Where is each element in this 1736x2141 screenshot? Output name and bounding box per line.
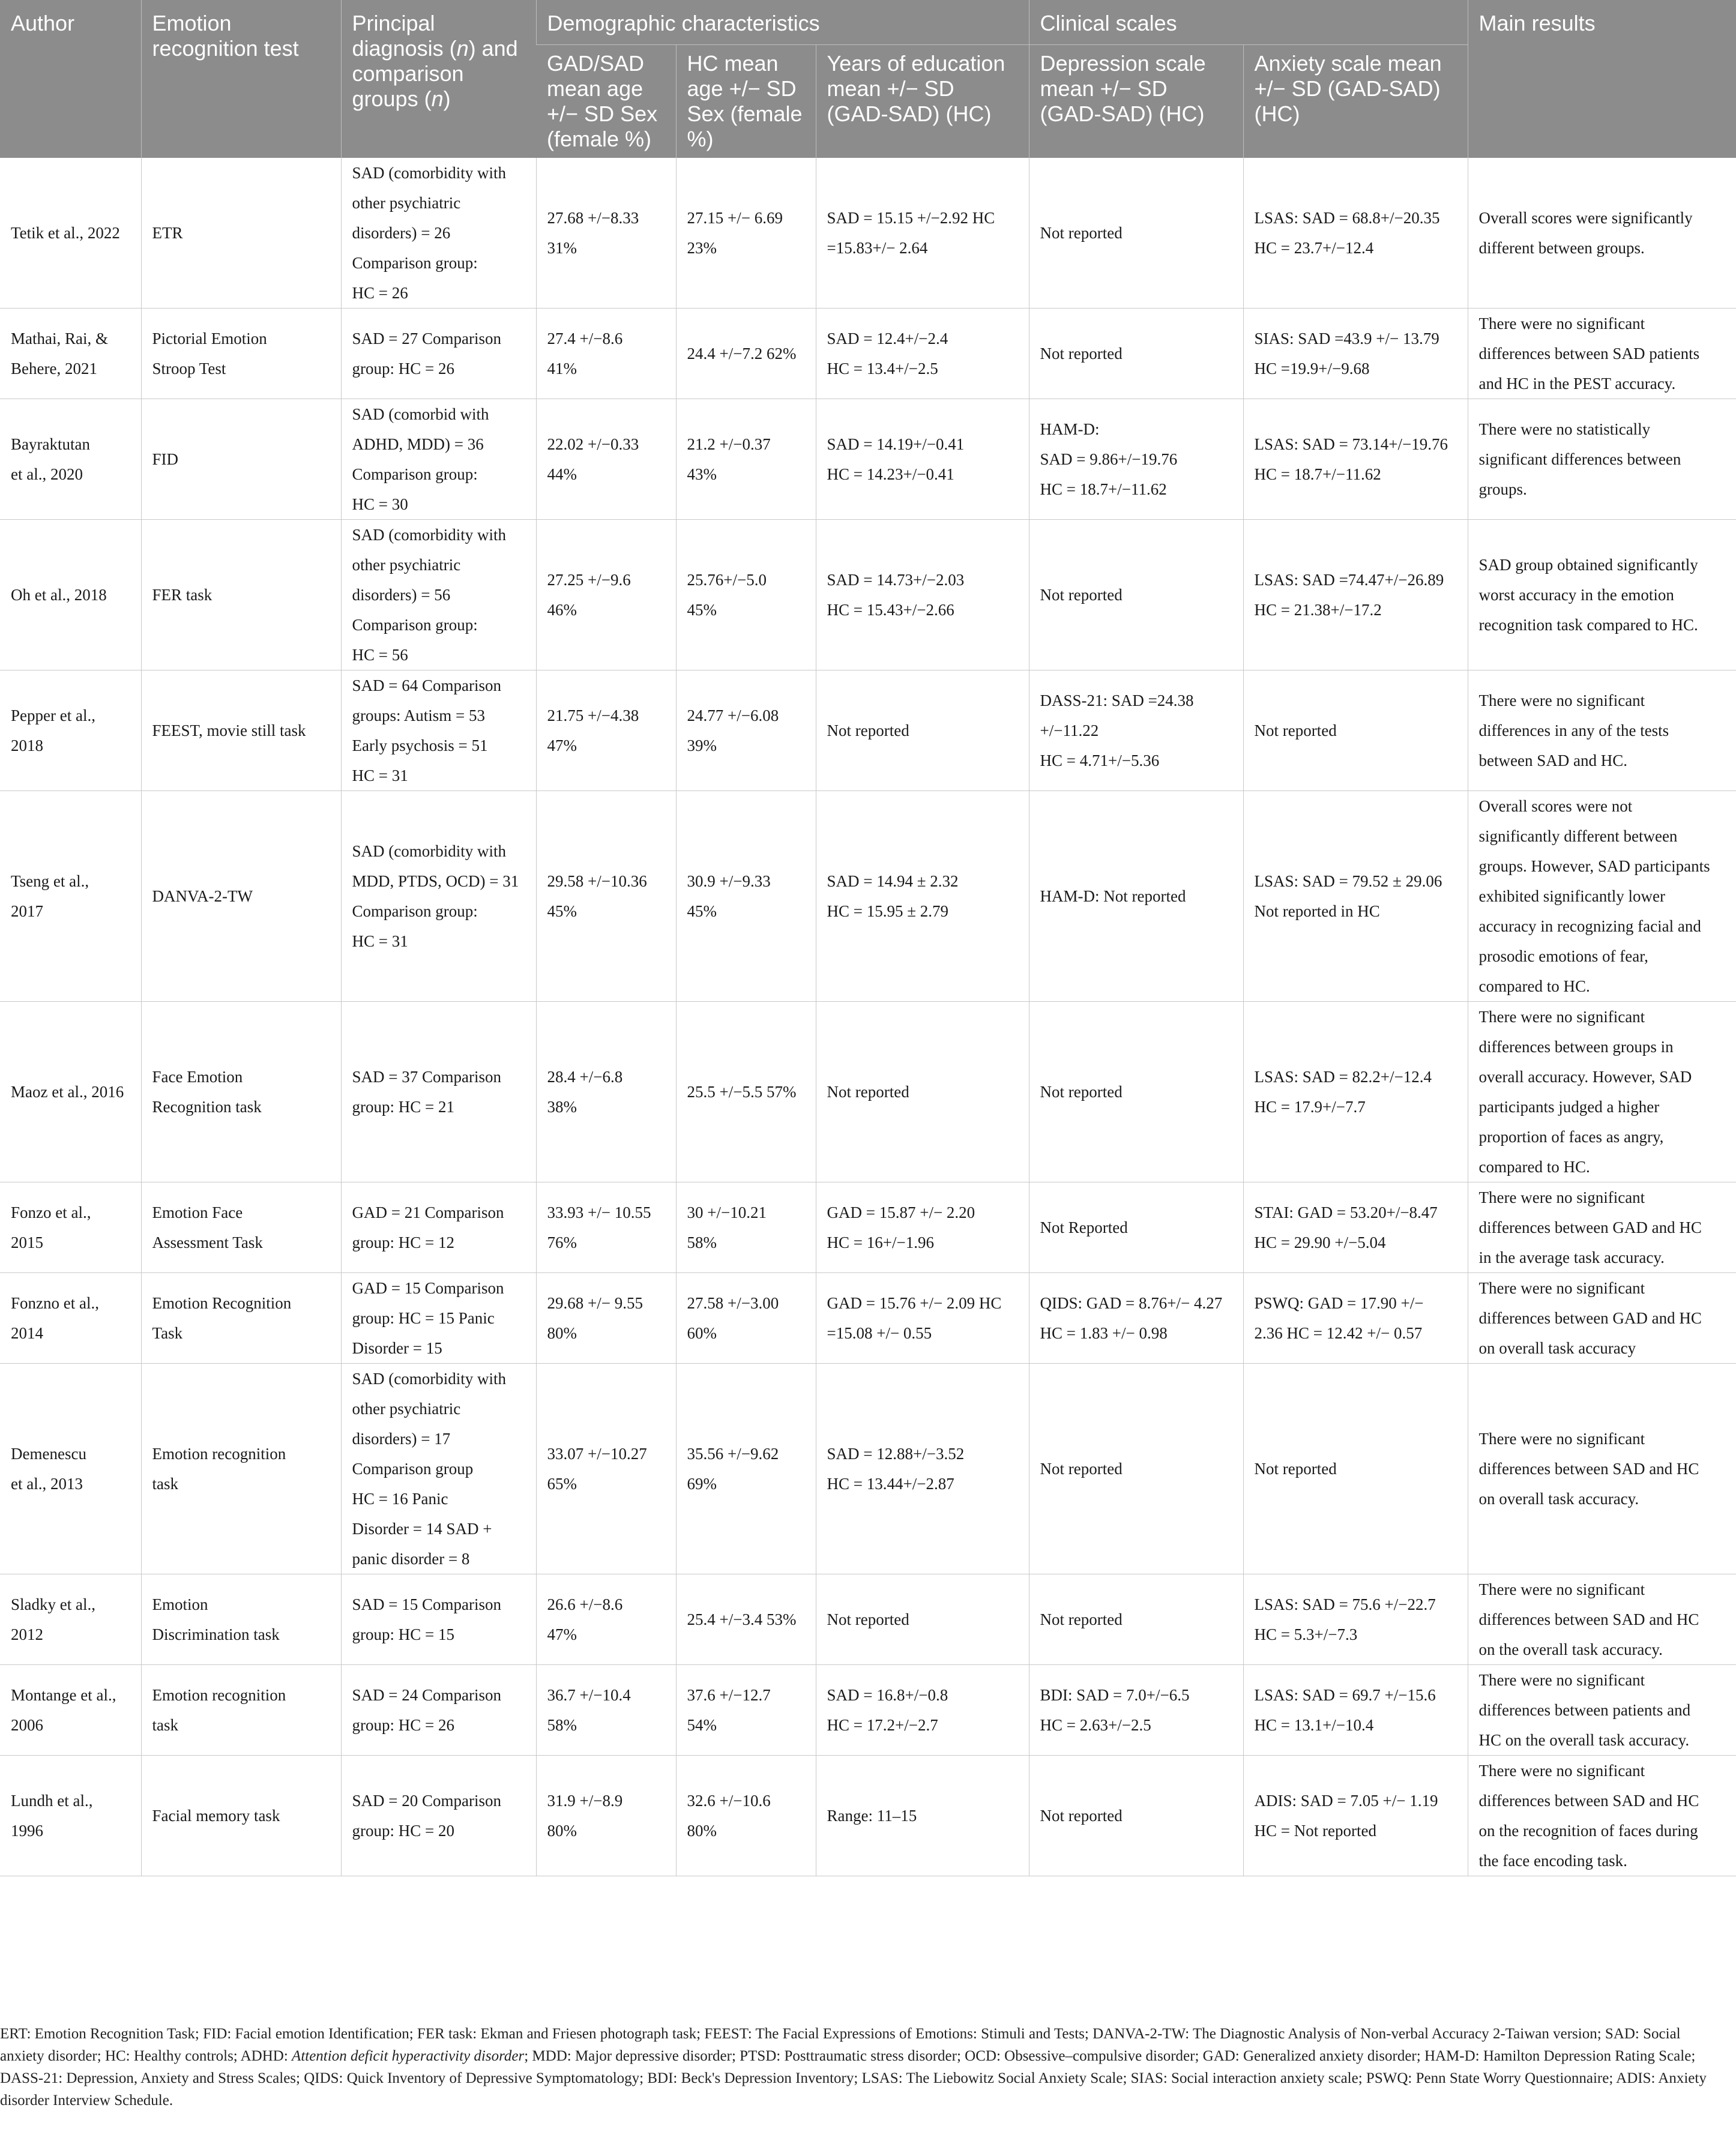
cell-author: Bayraktutan et al., 2020 xyxy=(0,399,141,520)
cell-hc-age: 25.5 +/−5.5 57% xyxy=(676,1002,816,1182)
cell-diagnosis: SAD = 64 Comparison groups: Autism = 53 Early psychosis = 51 HC = 31 xyxy=(341,670,536,791)
cell-hc-age: 32.6 +/−10.6 80% xyxy=(676,1756,816,1876)
cell-anxiety: Not reported xyxy=(1243,670,1468,791)
cell-results: There were no significant differences between SAD and HC on overall task accuracy. xyxy=(1468,1364,1736,1574)
footnote-adhd: Attention deficit hyperactivity disorder xyxy=(292,2048,525,2064)
table-footnote xyxy=(0,2023,1717,2112)
cell-gad-sad-age: 27.25 +/−9.6 46% xyxy=(536,520,676,670)
cell-results: Overall scores were not significantly different between groups. However, SAD participants exhibited significantly lower accuracy in recognizing facial and prosodic emotions of fear, compared to HC. xyxy=(1468,791,1736,1002)
cell-gad-sad-age: 29.68 +/− 9.55 80% xyxy=(536,1273,676,1364)
cell-anxiety: LSAS: SAD =74.47+/−26.89 HC = 21.38+/−17.2 xyxy=(1243,520,1468,670)
header-principal-diagnosis: Principal diagnosis (n) and comparison groups (n) xyxy=(341,0,536,158)
cell-test: FER task xyxy=(141,520,341,670)
cell-depression: QIDS: GAD = 8.76+/− 4.27 HC = 1.83 +/− 0.98 xyxy=(1029,1273,1243,1364)
cell-gad-sad-age: 29.58 +/−10.36 45% xyxy=(536,791,676,1002)
cell-depression: HAM-D: SAD = 9.86+/−19.76 HC = 18.7+/−11.62 xyxy=(1029,399,1243,520)
cell-author: Pepper et al., 2018 xyxy=(0,670,141,791)
cell-author: Tseng et al., 2017 xyxy=(0,791,141,1002)
cell-test: Emotion Discrimination task xyxy=(141,1574,341,1665)
cell-depression: Not reported xyxy=(1029,520,1243,670)
cell-test: FEEST, movie still task xyxy=(141,670,341,791)
table-row xyxy=(0,670,1736,791)
cell-education: Not reported xyxy=(816,1002,1029,1182)
cell-test: Emotion recognition task xyxy=(141,1364,341,1574)
cell-results: There were no significant differences in any of the tests between SAD and HC. xyxy=(1468,670,1736,791)
cell-diagnosis: SAD (comorbid with ADHD, MDD) = 36 Comparison group: HC = 30 xyxy=(341,399,536,520)
cell-depression: Not Reported xyxy=(1029,1182,1243,1273)
cell-education: Not reported xyxy=(816,670,1029,791)
cell-education: SAD = 12.4+/−2.4 HC = 13.4+/−2.5 xyxy=(816,309,1029,399)
cell-anxiety: LSAS: SAD = 69.7 +/−15.6 HC = 13.1+/−10.4 xyxy=(1243,1665,1468,1756)
cell-depression: Not reported xyxy=(1029,309,1243,399)
header-main-results: Main results xyxy=(1468,0,1736,158)
cell-results: There were no significant differences between SAD and HC on the overall task accuracy. xyxy=(1468,1574,1736,1665)
cell-education: SAD = 14.94 ± 2.32 HC = 15.95 ± 2.79 xyxy=(816,791,1029,1002)
cell-author: Tetik et al., 2022 xyxy=(0,158,141,309)
footnote-text: ERT: Emotion Recognition Task; FID: Facial emotion Identification; FER task: Ekman and Friesen photograph task; FEEST: The Facial Expressions of Emotions: Stimuli and Tests; DANVA-2-TW: The Diagnostic Analysis of Non-verbal Accuracy 2-Taiwan version; SAD: Social anxiety disorder; HC: Healthy controls; ADHD: xyxy=(0,2026,1681,2064)
cell-hc-age: 37.6 +/−12.7 54% xyxy=(676,1665,816,1756)
cell-hc-age: 24.77 +/−6.08 39% xyxy=(676,670,816,791)
cell-education: SAD = 15.15 +/−2.92 HC =15.83+/− 2.64 xyxy=(816,158,1029,309)
cell-test: Emotion recognition task xyxy=(141,1665,341,1756)
header-clinical: Clinical scales xyxy=(1029,0,1468,45)
cell-gad-sad-age: 36.7 +/−10.4 58% xyxy=(536,1665,676,1756)
cell-diagnosis: GAD = 15 Comparison group: HC = 15 Panic Disorder = 15 xyxy=(341,1273,536,1364)
cell-diagnosis: SAD (comorbidity with other psychiatric disorders) = 26 Comparison group: HC = 26 xyxy=(341,158,536,309)
cell-author: Demenescu et al., 2013 xyxy=(0,1364,141,1574)
cell-results: There were no significant differences between SAD and HC on the recognition of faces during the face encoding task. xyxy=(1468,1756,1736,1876)
cell-results: SAD group obtained significantly worst accuracy in the emotion recognition task compared to HC. xyxy=(1468,520,1736,670)
cell-education: SAD = 16.8+/−0.8 HC = 17.2+/−2.7 xyxy=(816,1665,1029,1756)
cell-test: DANVA-2-TW xyxy=(141,791,341,1002)
cell-results: There were no statistically significant differences between groups. xyxy=(1468,399,1736,520)
header-anxiety: Anxiety scale mean +/− SD (GAD-SAD) (HC) xyxy=(1243,45,1468,158)
cell-hc-age: 21.2 +/−0.37 43% xyxy=(676,399,816,520)
cell-hc-age: 35.56 +/−9.62 69% xyxy=(676,1364,816,1574)
cell-author: Fonzo et al., 2015 xyxy=(0,1182,141,1273)
table-row xyxy=(0,1574,1736,1665)
cell-diagnosis: SAD = 37 Comparison group: HC = 21 xyxy=(341,1002,536,1182)
cell-anxiety: LSAS: SAD = 73.14+/−19.76 HC = 18.7+/−11.62 xyxy=(1243,399,1468,520)
cell-depression: Not reported xyxy=(1029,1002,1243,1182)
header-hc-age: HC mean age +/− SD Sex (female %) xyxy=(676,45,816,158)
table-row xyxy=(0,791,1736,1002)
cell-anxiety: LSAS: SAD = 68.8+/−20.35 HC = 23.7+/−12.4 xyxy=(1243,158,1468,309)
cell-test: ETR xyxy=(141,158,341,309)
cell-results: Overall scores were significantly different between groups. xyxy=(1468,158,1736,309)
cell-education: Not reported xyxy=(816,1574,1029,1665)
cell-diagnosis: GAD = 21 Comparison group: HC = 12 xyxy=(341,1182,536,1273)
cell-gad-sad-age: 22.02 +/−0.33 44% xyxy=(536,399,676,520)
cell-hc-age: 30 +/−10.21 58% xyxy=(676,1182,816,1273)
cell-education: SAD = 14.19+/−0.41 HC = 14.23+/−0.41 xyxy=(816,399,1029,520)
cell-gad-sad-age: 27.4 +/−8.6 41% xyxy=(536,309,676,399)
cell-hc-age: 25.76+/−5.0 45% xyxy=(676,520,816,670)
cell-anxiety: SIAS: SAD =43.9 +/− 13.79 HC =19.9+/−9.68 xyxy=(1243,309,1468,399)
table-row xyxy=(0,1364,1736,1574)
cell-gad-sad-age: 26.6 +/−8.6 47% xyxy=(536,1574,676,1665)
cell-education: GAD = 15.87 +/− 2.20 HC = 16+/−1.96 xyxy=(816,1182,1029,1273)
table-row xyxy=(0,520,1736,670)
table-row xyxy=(0,1273,1736,1364)
cell-anxiety: LSAS: SAD = 75.6 +/−22.7 HC = 5.3+/−7.3 xyxy=(1243,1574,1468,1665)
header-depression: Depression scale mean +/− SD (GAD-SAD) (HC) xyxy=(1029,45,1243,158)
footnote-text-cont: ; MDD: Major depressive disorder; PTSD: Posttraumatic stress disorder; OCD: Obsessive–compulsive disorder; GAD: Generalized anxiety disorder; HAM-D: Hamilton Depression Rating Scale; DASS-21: Depression, Anxiety and Stress Scales; QIDS: Quick Inventory of Depressive Symptomatology; BDI: Beck's Depression Inventory; LSAS: The Liebowitz Social Anxiety Scale; SIAS: Social interaction anxiety scale; PSWQ: Penn State Worry Questionnaire; ADIS: Anxiety disorder Interview Schedule. xyxy=(0,2048,1707,2109)
header-emotion-test: Emotion recognition test xyxy=(141,0,341,158)
cell-anxiety: STAI: GAD = 53.20+/−8.47 HC = 29.90 +/−5.04 xyxy=(1243,1182,1468,1273)
cell-results: There were no significant differences between patients and HC on the overall task accuracy. xyxy=(1468,1665,1736,1756)
cell-diagnosis: SAD (comorbidity with MDD, PTDS, OCD) = 31 Comparison group: HC = 31 xyxy=(341,791,536,1002)
header-demographic: Demographic characteristics xyxy=(536,0,1029,45)
cell-gad-sad-age: 21.75 +/−4.38 47% xyxy=(536,670,676,791)
cell-diagnosis: SAD = 20 Comparison group: HC = 20 xyxy=(341,1756,536,1876)
header-education: Years of education mean +/− SD (GAD-SAD) (HC) xyxy=(816,45,1029,158)
cell-test: Face Emotion Recognition task xyxy=(141,1002,341,1182)
cell-education: GAD = 15.76 +/− 2.09 HC =15.08 +/− 0.55 xyxy=(816,1273,1029,1364)
cell-test: Emotion Face Assessment Task xyxy=(141,1182,341,1273)
cell-education: SAD = 14.73+/−2.03 HC = 15.43+/−2.66 xyxy=(816,520,1029,670)
cell-results: There were no significant differences between GAD and HC in the average task accuracy. xyxy=(1468,1182,1736,1273)
cell-depression: Not reported xyxy=(1029,1364,1243,1574)
cell-depression: BDI: SAD = 7.0+/−6.5 HC = 2.63+/−2.5 xyxy=(1029,1665,1243,1756)
cell-test: Pictorial Emotion Stroop Test xyxy=(141,309,341,399)
cell-anxiety: LSAS: SAD = 79.52 ± 29.06 Not reported in HC xyxy=(1243,791,1468,1002)
cell-gad-sad-age: 33.07 +/−10.27 65% xyxy=(536,1364,676,1574)
cell-depression: Not reported xyxy=(1029,158,1243,309)
cell-results: There were no significant differences between GAD and HC on overall task accuracy xyxy=(1468,1273,1736,1364)
cell-author: Lundh et al., 1996 xyxy=(0,1756,141,1876)
cell-hc-age: 27.58 +/−3.00 60% xyxy=(676,1273,816,1364)
cell-diagnosis: SAD (comorbidity with other psychiatric disorders) = 56 Comparison group: HC = 56 xyxy=(341,520,536,670)
cell-hc-age: 30.9 +/−9.33 45% xyxy=(676,791,816,1002)
cell-diagnosis: SAD (comorbidity with other psychiatric disorders) = 17 Comparison group HC = 16 Panic Disorder = 14 SAD + panic disorder = 8 xyxy=(341,1364,536,1574)
cell-hc-age: 27.15 +/− 6.69 23% xyxy=(676,158,816,309)
cell-gad-sad-age: 31.9 +/−8.9 80% xyxy=(536,1756,676,1876)
cell-test: FID xyxy=(141,399,341,520)
cell-gad-sad-age: 33.93 +/− 10.55 76% xyxy=(536,1182,676,1273)
cell-anxiety: LSAS: SAD = 82.2+/−12.4 HC = 17.9+/−7.7 xyxy=(1243,1002,1468,1182)
table-row xyxy=(0,158,1736,309)
cell-depression: Not reported xyxy=(1029,1574,1243,1665)
cell-diagnosis: SAD = 15 Comparison group: HC = 15 xyxy=(341,1574,536,1665)
cell-test: Emotion Recognition Task xyxy=(141,1273,341,1364)
cell-author: Montange et al., 2006 xyxy=(0,1665,141,1756)
cell-hc-age: 24.4 +/−7.2 62% xyxy=(676,309,816,399)
cell-author: Maoz et al., 2016 xyxy=(0,1002,141,1182)
cell-depression: HAM-D: Not reported xyxy=(1029,791,1243,1002)
cell-author: Mathai, Rai, & Behere, 2021 xyxy=(0,309,141,399)
cell-depression: Not reported xyxy=(1029,1756,1243,1876)
cell-author: Oh et al., 2018 xyxy=(0,520,141,670)
cell-author: Fonzno et al., 2014 xyxy=(0,1273,141,1364)
table-body xyxy=(0,158,1736,1876)
cell-anxiety: Not reported xyxy=(1243,1364,1468,1574)
table-row xyxy=(0,1665,1736,1756)
cell-education: Range: 11–15 xyxy=(816,1756,1029,1876)
cell-gad-sad-age: 28.4 +/−6.8 38% xyxy=(536,1002,676,1182)
cell-hc-age: 25.4 +/−3.4 53% xyxy=(676,1574,816,1665)
cell-results: There were no significant differences between groups in overall accuracy. However, SAD participants judged a higher proportion of faces as angry, compared to HC. xyxy=(1468,1002,1736,1182)
table-row xyxy=(0,309,1736,399)
table-row xyxy=(0,399,1736,520)
cell-anxiety: ADIS: SAD = 7.05 +/− 1.19 HC = Not reported xyxy=(1243,1756,1468,1876)
table-row xyxy=(0,1002,1736,1182)
cell-depression: DASS-21: SAD =24.38 +/−11.22 HC = 4.71+/−5.36 xyxy=(1029,670,1243,791)
cell-results: There were no significant differences between SAD patients and HC in the PEST accuracy. xyxy=(1468,309,1736,399)
table-row xyxy=(0,1756,1736,1876)
cell-anxiety: PSWQ: GAD = 17.90 +/− 2.36 HC = 12.42 +/− 0.57 xyxy=(1243,1273,1468,1364)
cell-test: Facial memory task xyxy=(141,1756,341,1876)
cell-diagnosis: SAD = 24 Comparison group: HC = 26 xyxy=(341,1665,536,1756)
header-gad-sad-age: GAD/SAD mean age +/− SD Sex (female %) xyxy=(536,45,676,158)
cell-education: SAD = 12.88+/−3.52 HC = 13.44+/−2.87 xyxy=(816,1364,1029,1574)
table-row xyxy=(0,1182,1736,1273)
cell-gad-sad-age: 27.68 +/−8.33 31% xyxy=(536,158,676,309)
cell-diagnosis: SAD = 27 Comparison group: HC = 26 xyxy=(341,309,536,399)
cell-author: Sladky et al., 2012 xyxy=(0,1574,141,1665)
header-author: Author xyxy=(0,0,141,158)
